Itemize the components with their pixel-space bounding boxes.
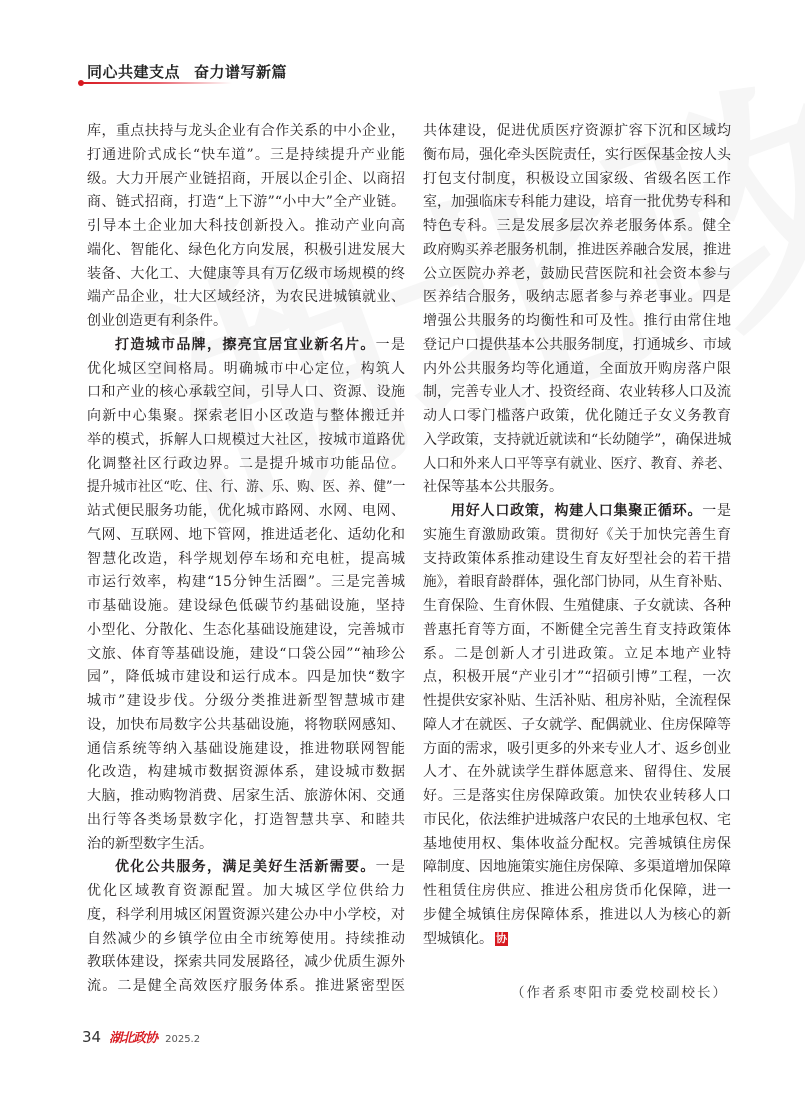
line-content	[423, 690, 731, 714]
text-line	[87, 144, 405, 168]
line-text: 流。二是健全高效医疗服务体系。推进紧密型医	[87, 978, 405, 994]
text-line	[423, 666, 731, 690]
line-content	[423, 453, 731, 477]
line-content	[87, 476, 405, 500]
line-text: 小型化、分散化、生态化基础设施建设，完善城市	[87, 621, 405, 638]
line-content	[423, 476, 731, 500]
line-text: 制，完善专业人才、投资经商、农业转移人口及流	[423, 384, 731, 401]
header-title-b: 奋力谱写新篇	[194, 63, 288, 81]
text-line	[423, 524, 731, 548]
line-content	[87, 643, 405, 667]
line-content	[423, 904, 731, 928]
line-content	[423, 785, 731, 809]
line-text: 一是	[702, 503, 732, 519]
text-line	[423, 429, 731, 453]
right-column	[423, 120, 731, 951]
line-text: 步健全城镇住房保障体系，推进以人为核心的新	[423, 906, 731, 923]
text-line	[87, 524, 405, 548]
line-content	[423, 524, 731, 548]
line-content	[87, 381, 405, 405]
text-line	[87, 951, 405, 975]
line-content	[423, 595, 731, 619]
text-line	[423, 595, 731, 619]
author-note: （作者系枣阳市委党校副校长）	[511, 985, 728, 1001]
line-content	[87, 310, 405, 334]
line-content	[423, 405, 731, 429]
line-text: 内外公共服务均等化通道，全面放开购房落户限	[423, 360, 731, 377]
line-text: 好。三是落实住房保障政策。加快农业转移人口	[423, 788, 731, 804]
header-title-a: 同心共建支点	[87, 63, 181, 81]
line-text: 实施生育激励政策。贯彻好《关于加快完善生育	[423, 526, 731, 543]
paragraph-lead-line	[87, 334, 405, 358]
line-text: 端产品企业，壮大区域经济，为农民进城镇就业、	[87, 289, 405, 306]
line-text: 障人才在就医、子女就学、配偶就业、住房保障等	[423, 716, 731, 733]
line-content	[87, 334, 405, 358]
text-line	[423, 619, 731, 643]
text-line	[87, 429, 405, 453]
paragraph-heading: 用好人口政策，构建人口集聚正循环。	[451, 503, 703, 519]
line-text: 动人口零门槛落户政策，优化随迁子女义务教育	[423, 408, 731, 424]
text-line	[423, 191, 731, 215]
line-content	[87, 595, 405, 619]
text-line	[87, 358, 405, 382]
text-line	[87, 714, 405, 738]
text-line	[423, 381, 731, 405]
line-text: 创业创造更有利条件。	[87, 313, 227, 329]
line-text: 施》，着眼育龄群体，强化部门协同，从生育补贴、	[423, 574, 731, 591]
text-line	[87, 619, 405, 643]
line-text: 入学政策，支持就近就读和“长幼随学”，确保进城	[423, 431, 732, 448]
text-line	[423, 476, 731, 500]
text-line	[87, 310, 405, 334]
line-content	[87, 785, 405, 809]
line-content	[423, 286, 731, 310]
line-content	[87, 951, 405, 975]
line-text: 共体建设，促进优质医疗资源扩容下沉和区域均	[423, 123, 731, 139]
line-text: 方面的需求，吸引更多的外来专业人才、返乡创业	[423, 740, 731, 757]
paragraph-lead-line	[423, 500, 731, 524]
line-text: 衡布局，强化牵头医院责任，实行医保基金按人头	[423, 146, 731, 163]
line-text: 特色专科。三是发展多层次养老服务体系。健全	[423, 218, 731, 234]
line-content	[423, 643, 731, 667]
line-content	[423, 738, 731, 762]
line-content	[423, 168, 731, 192]
text-line	[423, 761, 731, 785]
text-line	[423, 856, 731, 880]
text-line	[87, 168, 405, 192]
line-text: 治的新型数字生活。	[87, 835, 213, 852]
line-content	[87, 928, 405, 952]
line-content	[423, 880, 731, 904]
line-content	[423, 666, 731, 690]
line-text: 设，加快布局数字公共基础设施，将物联网感知、	[87, 716, 405, 733]
text-line	[87, 453, 405, 477]
line-content	[87, 809, 405, 833]
text-line	[87, 120, 405, 144]
line-content	[423, 358, 731, 382]
line-content	[423, 928, 731, 952]
line-text: 库，重点扶持与龙头企业有合作关系的中小企业，	[87, 123, 405, 139]
text-line	[87, 643, 405, 667]
text-line	[87, 571, 405, 595]
line-content	[423, 571, 731, 595]
line-content	[87, 453, 405, 477]
text-line	[87, 405, 405, 429]
line-content	[87, 880, 405, 904]
line-text: 城市”建设步伐。分级分类推进新型智慧城市建	[87, 693, 405, 709]
line-content	[423, 381, 731, 405]
text-line	[87, 785, 405, 809]
end-mark-icon: 协	[496, 931, 507, 945]
text-line	[87, 239, 405, 263]
line-content	[87, 904, 405, 928]
line-text: 性租赁住房供应、推进公租房货币化保障，进一	[423, 883, 731, 899]
line-text: 优化城区空间格局。明确城市中心定位，构筑人	[87, 360, 405, 377]
magazine-logo: 湖北政协	[109, 1031, 158, 1046]
line-text: 出行等各类场景数字化，打造智慧共享、和睦共	[87, 811, 405, 828]
text-line	[87, 880, 405, 904]
line-content	[87, 429, 405, 453]
text-line	[87, 476, 405, 500]
line-content	[87, 263, 405, 287]
line-text: 一是	[375, 336, 406, 353]
line-content	[423, 263, 731, 287]
text-line	[423, 286, 731, 310]
line-text: 大脑，推动购物消费、居家生活、旅游休闲、交通	[87, 788, 405, 804]
header-rule	[82, 82, 232, 84]
line-text: 文旅、体育等基础设施，建设“口袋公园”“袖珍公	[87, 645, 405, 662]
line-text: 社保等基本公共服务。	[423, 479, 563, 496]
text-line	[423, 904, 731, 928]
line-content	[423, 191, 731, 215]
text-line	[87, 738, 405, 762]
line-text: 举的模式，拆解人口规模过大社区，按城市道路优	[87, 431, 405, 448]
line-text: 登记户口提供基本公共服务制度，打通城乡、市域	[423, 336, 731, 353]
text-line	[87, 833, 405, 857]
line-content	[87, 714, 405, 738]
line-content	[87, 690, 405, 714]
text-line	[423, 714, 731, 738]
line-text: 市运行效率，构建“15分钟生活圈”。三是完善城	[87, 574, 405, 591]
line-text: 人才、在外就读学生群体愿意来、留得住、发展	[423, 764, 731, 781]
line-text: 气网、互联网、地下管网，推进适老化、适幼化和	[87, 526, 405, 543]
text-line	[423, 215, 731, 239]
text-line	[87, 690, 405, 714]
text-line	[87, 286, 405, 310]
line-text: 生育保险、生育休假、生殖健康、子女就读、各种	[423, 598, 731, 614]
line-content	[87, 144, 405, 168]
line-text: 政府购买养老服务机制，推进医养融合发展，推进	[423, 241, 731, 258]
line-text: 公立医院办养老，鼓励民营医院和社会资本参与	[423, 265, 731, 282]
line-content	[87, 286, 405, 310]
text-line	[423, 738, 731, 762]
paragraph-lead-line	[87, 856, 405, 880]
line-text: 医养结合服务，吸纳志愿者参与养老事业。四是	[423, 289, 731, 306]
line-content	[87, 833, 405, 857]
text-line	[423, 928, 731, 952]
text-line	[423, 310, 731, 334]
line-text: 市基础设施。建设绿色低碳节约基础设施，坚持	[87, 598, 405, 614]
page-footer	[82, 1027, 200, 1046]
line-text: 化改造，构建城市数据资源体系，建设城市数据	[87, 764, 405, 781]
line-content	[423, 429, 731, 453]
line-text: 站式便民服务功能，优化城市路网、水网、电网、	[87, 503, 405, 519]
line-content	[423, 761, 731, 785]
line-text: 一是	[375, 859, 406, 876]
line-content	[87, 500, 405, 524]
line-text: 园”，降低城市建设和运行成本。四是加快“数字	[87, 669, 405, 686]
line-content	[423, 310, 731, 334]
text-line	[423, 833, 731, 857]
line-content	[87, 738, 405, 762]
line-content	[423, 334, 731, 358]
line-text: 市民化，依法维护进城落户农民的土地承包权、宅	[423, 811, 731, 828]
text-line	[423, 571, 731, 595]
line-content	[423, 856, 731, 880]
text-line	[423, 263, 731, 287]
text-line	[87, 381, 405, 405]
line-text: 提升城市社区“吃、住、行、游、乐、购、医、养、健”一	[87, 479, 406, 496]
line-content	[87, 619, 405, 643]
text-line	[423, 334, 731, 358]
line-content	[423, 500, 731, 524]
text-line	[423, 785, 731, 809]
line-text: 室，加强临床专科能力建设，培育一批优势专科和	[423, 194, 731, 211]
line-content	[423, 239, 731, 263]
line-text: 自然减少的乡镇学位由全市统筹使用。持续推动	[87, 930, 405, 947]
text-line	[423, 144, 731, 168]
line-text: 通信系统等纳入基础设施建设，推进物联网智能	[87, 740, 405, 757]
line-text: 支持政策体系推动建设生育友好型社会的若干措	[423, 550, 731, 567]
line-content	[87, 571, 405, 595]
text-line	[423, 690, 731, 714]
line-text: 增强公共服务的均衡性和可及性。推行由常住地	[423, 313, 731, 329]
line-text: 度，科学利用城区闲置资源兴建公办中小学校，对	[87, 906, 405, 923]
line-text: 打包支付制度，积极设立国家级、省级名医工作	[423, 170, 731, 187]
text-line	[423, 120, 731, 144]
text-line	[423, 548, 731, 572]
text-line	[87, 500, 405, 524]
line-text: 优化区域教育资源配置。加大城区学位供给力	[87, 883, 405, 899]
text-line	[423, 809, 731, 833]
line-text: 系。二是创新人才引进政策。立足本地产业特	[423, 645, 731, 662]
text-line	[87, 809, 405, 833]
line-content	[423, 215, 731, 239]
line-text: 基地使用权、集体收益分配权。完善城镇住房保	[423, 835, 731, 852]
text-line	[423, 239, 731, 263]
line-content	[87, 761, 405, 785]
line-content	[87, 666, 405, 690]
line-content	[87, 405, 405, 429]
text-line	[87, 595, 405, 619]
text-line	[87, 215, 405, 239]
line-content	[423, 120, 731, 144]
line-text: 型城镇化。	[423, 930, 493, 947]
line-content	[87, 120, 405, 144]
text-line	[87, 263, 405, 287]
line-text: 装备、大化工、大健康等具有万亿级市场规模的终	[87, 265, 405, 282]
line-text: 性提供安家补贴、生活补贴、租房补贴，全流程保	[423, 693, 731, 709]
page-number: 34	[82, 1028, 102, 1046]
paragraph-heading: 打造城市品牌，擦亮宜居宜业新名片。	[115, 336, 376, 353]
line-text: 点，积极开展“产业引才”“招硕引博”工程，一次	[423, 669, 731, 686]
line-content	[87, 524, 405, 548]
text-line	[87, 548, 405, 572]
line-content	[87, 358, 405, 382]
line-text: 级。大力开展产业链招商，开展以企引企、以商招	[87, 170, 405, 187]
line-content	[423, 619, 731, 643]
text-line	[87, 666, 405, 690]
text-line	[423, 405, 731, 429]
line-text: 障制度、因地施策实施住房保障、多渠道增加保障	[423, 859, 731, 876]
line-content	[423, 144, 731, 168]
text-line	[423, 643, 731, 667]
paragraph-heading: 优化公共服务，满足美好生活新需要。	[115, 859, 376, 876]
line-text: 向新中心集聚。探索老旧小区改造与整体搬迁并	[87, 408, 405, 424]
line-text: 智慧化改造，科学规划停车场和充电桩，提高城	[87, 550, 405, 567]
text-line	[423, 168, 731, 192]
text-line	[87, 975, 405, 999]
line-content	[87, 975, 405, 999]
line-content	[87, 215, 405, 239]
line-text: 端化、智能化、绿色化方向发展，积极引进发展大	[87, 241, 405, 258]
line-content	[87, 239, 405, 263]
text-line	[87, 904, 405, 928]
text-line	[87, 761, 405, 785]
line-text: 教联体建设，探索共同发展路径，减少优质生源外	[87, 954, 405, 971]
line-content	[423, 714, 731, 738]
text-line	[423, 453, 731, 477]
line-content	[87, 856, 405, 880]
text-line	[87, 928, 405, 952]
line-content	[87, 191, 405, 215]
left-column	[87, 120, 405, 999]
line-content	[87, 168, 405, 192]
text-line	[87, 191, 405, 215]
line-text: 商、链式招商，打造“上下游”“小中大”全产业链。	[87, 194, 405, 211]
line-text: 引导本土企业加大科技创新投入。推动产业向高	[87, 218, 405, 234]
line-text: 口和产业的核心承载空间，引导人口、资源、设施	[87, 384, 405, 401]
text-line	[423, 880, 731, 904]
line-content	[423, 548, 731, 572]
line-content	[87, 548, 405, 572]
line-content	[423, 833, 731, 857]
line-content	[423, 809, 731, 833]
line-text: 化调整社区行政边界。二是提升城市功能品位。	[87, 455, 405, 472]
line-text: 人口和外来人口平等享有就业、医疗、教育、养老、	[423, 455, 731, 472]
section-header	[87, 61, 287, 82]
issue-number: 2025.2	[165, 1034, 201, 1045]
line-text: 打通进阶式成长“快车道”。三是持续提升产业能	[87, 146, 405, 163]
text-line	[423, 358, 731, 382]
line-text: 普惠托育等方面，不断健全完善生育支持政策体	[423, 621, 731, 638]
